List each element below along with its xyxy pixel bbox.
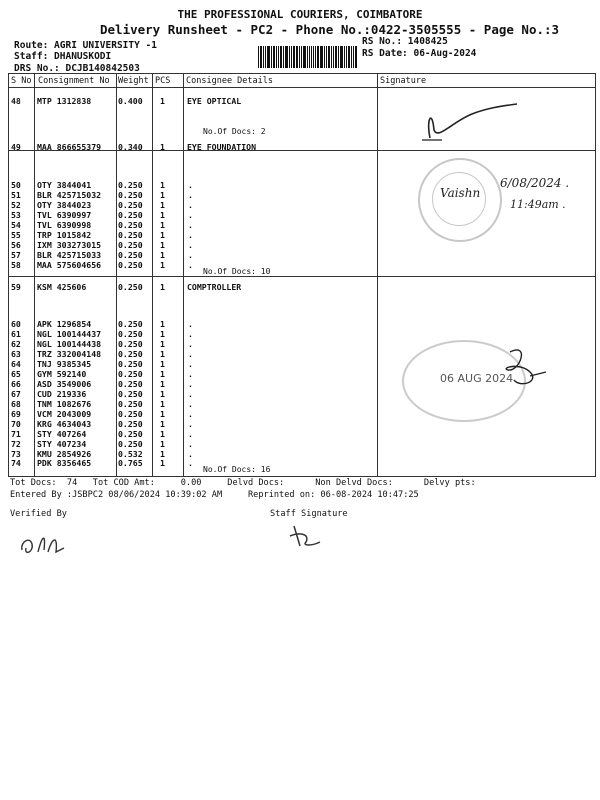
cell-cons: PDK 8356465 bbox=[37, 458, 92, 468]
cell-weight: 0.400 bbox=[118, 96, 143, 106]
cell-sno: 67 bbox=[11, 389, 21, 399]
cell-cons: STY 407234 bbox=[37, 439, 87, 449]
staff-signature-mark bbox=[286, 520, 326, 550]
cell-sno: 68 bbox=[11, 399, 21, 409]
cell-sno: 69 bbox=[11, 409, 21, 419]
col-pcs: PCS bbox=[155, 76, 171, 86]
rs-number: RS No.: 1408425 bbox=[362, 36, 448, 47]
cell-pcs: 1 bbox=[160, 260, 165, 270]
cell-pcs: 1 bbox=[160, 349, 165, 359]
cell-dot: . bbox=[188, 220, 193, 230]
cell-sno: 48 bbox=[11, 96, 21, 106]
cell-sno: 62 bbox=[11, 339, 21, 349]
cell-pcs: 1 bbox=[160, 329, 165, 339]
cell-weight: 0.340 bbox=[118, 142, 143, 152]
staff-label: Staff: DHANUSKODI bbox=[14, 51, 112, 62]
cell-dot: . bbox=[188, 419, 193, 429]
col-signature: Signature bbox=[380, 76, 427, 86]
cell-sno: 66 bbox=[11, 379, 21, 389]
cell-dot: . bbox=[188, 319, 193, 329]
barcode bbox=[258, 46, 358, 68]
cell-weight: 0.250 bbox=[118, 339, 143, 349]
table-row bbox=[9, 190, 595, 200]
rs-date: RS Date: 06-Aug-2024 bbox=[362, 48, 477, 59]
cell-pcs: 1 bbox=[160, 399, 165, 409]
staff-signature-label: Staff Signature bbox=[270, 509, 348, 519]
cell-weight: 0.250 bbox=[118, 282, 143, 292]
consignee-label: COMPTROLLER bbox=[187, 282, 242, 292]
cell-weight: 0.250 bbox=[118, 399, 143, 409]
cell-weight: 0.250 bbox=[118, 319, 143, 329]
cell-weight: 0.250 bbox=[118, 389, 143, 399]
table-row bbox=[9, 210, 595, 220]
cell-cons: CUD 219336 bbox=[37, 389, 87, 399]
table-row bbox=[9, 230, 595, 240]
cell-sno: 65 bbox=[11, 369, 21, 379]
cell-cons: BLR 425715033 bbox=[37, 250, 102, 260]
table-row bbox=[9, 260, 595, 270]
col-consignment: Consignment No bbox=[38, 76, 110, 86]
cell-cons: OTY 3844023 bbox=[37, 200, 92, 210]
cell-weight: 0.250 bbox=[118, 210, 143, 220]
cell-cons: KMU 2854926 bbox=[37, 449, 92, 459]
cell-cons: NGL 100144437 bbox=[37, 329, 102, 339]
cell-pcs: 1 bbox=[160, 458, 165, 468]
table-row bbox=[9, 439, 595, 449]
cell-pcs: 1 bbox=[160, 449, 165, 459]
cell-cons: MAA 866655379 bbox=[37, 142, 102, 152]
cell-pcs: 1 bbox=[160, 439, 165, 449]
cell-cons: TNJ 9385345 bbox=[37, 359, 92, 369]
col-consignee: Consignee Details bbox=[186, 76, 273, 86]
cell-cons: IXM 303273015 bbox=[37, 240, 102, 250]
table-row bbox=[9, 282, 595, 292]
cell-weight: 0.250 bbox=[118, 379, 143, 389]
cell-cons: OTY 3844041 bbox=[37, 180, 92, 190]
cell-dot: . bbox=[188, 349, 193, 359]
cell-cons: KRG 4634043 bbox=[37, 419, 92, 429]
cell-cons: BLR 425715032 bbox=[37, 190, 102, 200]
cell-pcs: 1 bbox=[160, 200, 165, 210]
cell-dot: . bbox=[188, 230, 193, 240]
cell-weight: 0.250 bbox=[118, 359, 143, 369]
cell-pcs: 1 bbox=[160, 230, 165, 240]
initials-scribble bbox=[500, 342, 550, 392]
totals-line: Tot Docs: 74 Tot COD Amt: 0.00 Delvd Docs: Non Delvd Docs: Delvy pts: bbox=[10, 478, 476, 488]
cell-pcs: 1 bbox=[160, 409, 165, 419]
table-row bbox=[9, 458, 595, 468]
table-row bbox=[9, 409, 595, 419]
col-weight: Weight bbox=[118, 76, 149, 86]
cell-weight: 0.250 bbox=[118, 180, 143, 190]
cell-pcs: 1 bbox=[160, 142, 165, 152]
cell-weight: 0.250 bbox=[118, 220, 143, 230]
verifier-signature bbox=[16, 522, 76, 560]
cell-cons: TNM 1082676 bbox=[37, 399, 92, 409]
cell-weight: 0.250 bbox=[118, 349, 143, 359]
cell-dot: . bbox=[188, 359, 193, 369]
cell-sno: 50 bbox=[11, 180, 21, 190]
table-row bbox=[9, 329, 595, 339]
cell-cons: STY 407264 bbox=[37, 429, 87, 439]
cell-dot: . bbox=[188, 439, 193, 449]
cell-weight: 0.250 bbox=[118, 429, 143, 439]
cell-dot: . bbox=[188, 190, 193, 200]
cell-pcs: 1 bbox=[160, 250, 165, 260]
cell-cons: TVL 6390998 bbox=[37, 220, 92, 230]
cell-weight: 0.250 bbox=[118, 329, 143, 339]
cell-sno: 55 bbox=[11, 230, 21, 240]
cell-sno: 63 bbox=[11, 349, 21, 359]
page-title: Delivery Runsheet - PC2 - Phone No.:0422-3505555 - Page No.:3 bbox=[100, 22, 560, 37]
cell-sno: 60 bbox=[11, 319, 21, 329]
cell-weight: 0.250 bbox=[118, 439, 143, 449]
cell-cons: TVL 6390997 bbox=[37, 210, 92, 220]
table-row bbox=[9, 419, 595, 429]
cell-cons: MTP 1312838 bbox=[37, 96, 92, 106]
cell-sno: 51 bbox=[11, 190, 21, 200]
cell-weight: 0.532 bbox=[118, 449, 143, 459]
docs-count: No.Of Docs: 16 bbox=[203, 465, 271, 474]
cell-pcs: 1 bbox=[160, 190, 165, 200]
consignee-label: EYE OPTICAL bbox=[187, 96, 242, 106]
handwritten-date: 6/08/2024 . bbox=[500, 176, 570, 190]
cell-weight: 0.765 bbox=[118, 458, 143, 468]
cell-sno: 71 bbox=[11, 429, 21, 439]
cell-cons: ASD 3549006 bbox=[37, 379, 92, 389]
entered-by-line: Entered By :JSBPC2 08/06/2024 10:39:02 AM Reprinted on: 06-08-2024 10:47:25 bbox=[10, 490, 419, 500]
cell-dot: . bbox=[188, 250, 193, 260]
cell-pcs: 1 bbox=[160, 96, 165, 106]
docs-count: No.Of Docs: 10 bbox=[203, 267, 271, 276]
cell-cons: NGL 100144438 bbox=[37, 339, 102, 349]
cell-sno: 70 bbox=[11, 419, 21, 429]
cell-dot: . bbox=[188, 409, 193, 419]
cell-sno: 58 bbox=[11, 260, 21, 270]
table-row bbox=[9, 429, 595, 439]
cell-pcs: 1 bbox=[160, 429, 165, 439]
cell-dot: . bbox=[188, 429, 193, 439]
cell-weight: 0.250 bbox=[118, 190, 143, 200]
cell-pcs: 1 bbox=[160, 379, 165, 389]
cell-pcs: 1 bbox=[160, 319, 165, 329]
cell-dot: . bbox=[188, 339, 193, 349]
cell-sno: 61 bbox=[11, 329, 21, 339]
col-sno: S No bbox=[11, 76, 32, 86]
cell-pcs: 1 bbox=[160, 419, 165, 429]
cell-weight: 0.250 bbox=[118, 260, 143, 270]
cell-sno: 54 bbox=[11, 220, 21, 230]
cell-sno: 49 bbox=[11, 142, 21, 152]
cell-dot: . bbox=[188, 379, 193, 389]
docs-count: No.Of Docs: 2 bbox=[203, 127, 266, 136]
cell-sno: 74 bbox=[11, 458, 21, 468]
cell-sno: 73 bbox=[11, 449, 21, 459]
cell-pcs: 1 bbox=[160, 240, 165, 250]
cell-pcs: 1 bbox=[160, 210, 165, 220]
table-row bbox=[9, 200, 595, 210]
cell-weight: 0.250 bbox=[118, 250, 143, 260]
cell-cons: APK 1296854 bbox=[37, 319, 92, 329]
cell-cons: GYM 592140 bbox=[37, 369, 87, 379]
cell-dot: . bbox=[188, 180, 193, 190]
cell-dot: . bbox=[188, 210, 193, 220]
cell-dot: . bbox=[188, 449, 193, 459]
cell-weight: 0.250 bbox=[118, 240, 143, 250]
company-name: THE PROFESSIONAL COURIERS, COIMBATORE bbox=[177, 8, 423, 21]
cell-weight: 0.250 bbox=[118, 230, 143, 240]
cell-pcs: 1 bbox=[160, 282, 165, 292]
cell-cons: KSM 425606 bbox=[37, 282, 87, 292]
cell-weight: 0.250 bbox=[118, 419, 143, 429]
cell-cons: TRP 1015842 bbox=[37, 230, 92, 240]
round-stamp bbox=[418, 158, 502, 242]
cell-dot: . bbox=[188, 369, 193, 379]
cell-dot: . bbox=[188, 458, 193, 468]
handwritten-name: Vaishn bbox=[440, 186, 481, 200]
route-label: Route: AGRI UNIVERSITY -1 bbox=[14, 40, 157, 51]
signature-scribble bbox=[412, 100, 522, 145]
cell-pcs: 1 bbox=[160, 339, 165, 349]
table-row bbox=[9, 319, 595, 329]
cell-weight: 0.250 bbox=[118, 369, 143, 379]
verified-by-label: Verified By bbox=[10, 509, 67, 519]
table-row bbox=[9, 240, 595, 250]
cell-weight: 0.250 bbox=[118, 409, 143, 419]
cell-sno: 56 bbox=[11, 240, 21, 250]
cell-weight: 0.250 bbox=[118, 200, 143, 210]
cell-sno: 72 bbox=[11, 439, 21, 449]
cell-sno: 64 bbox=[11, 359, 21, 369]
cell-sno: 53 bbox=[11, 210, 21, 220]
cell-dot: . bbox=[188, 329, 193, 339]
cell-pcs: 1 bbox=[160, 359, 165, 369]
cell-pcs: 1 bbox=[160, 369, 165, 379]
cell-pcs: 1 bbox=[160, 389, 165, 399]
cell-cons: MAA 575604656 bbox=[37, 260, 102, 270]
cell-cons: VCM 2043009 bbox=[37, 409, 92, 419]
cell-sno: 57 bbox=[11, 250, 21, 260]
cell-dot: . bbox=[188, 200, 193, 210]
table-row bbox=[9, 220, 595, 230]
cell-sno: 59 bbox=[11, 282, 21, 292]
cell-dot: . bbox=[188, 240, 193, 250]
cell-sno: 52 bbox=[11, 200, 21, 210]
drs-number: DRS No.: DCJB140842503 bbox=[14, 63, 140, 74]
handwritten-time: 11:49am . bbox=[510, 198, 566, 211]
date-stamp: 06 AUG 2024 bbox=[440, 372, 514, 385]
consignee-label: EYE FOUNDATION bbox=[187, 142, 257, 152]
cell-dot: . bbox=[188, 399, 193, 409]
table-row bbox=[9, 250, 595, 260]
cell-pcs: 1 bbox=[160, 180, 165, 190]
cell-pcs: 1 bbox=[160, 220, 165, 230]
cell-cons: TRZ 332004148 bbox=[37, 349, 102, 359]
cell-dot: . bbox=[188, 389, 193, 399]
cell-dot: . bbox=[188, 260, 193, 270]
